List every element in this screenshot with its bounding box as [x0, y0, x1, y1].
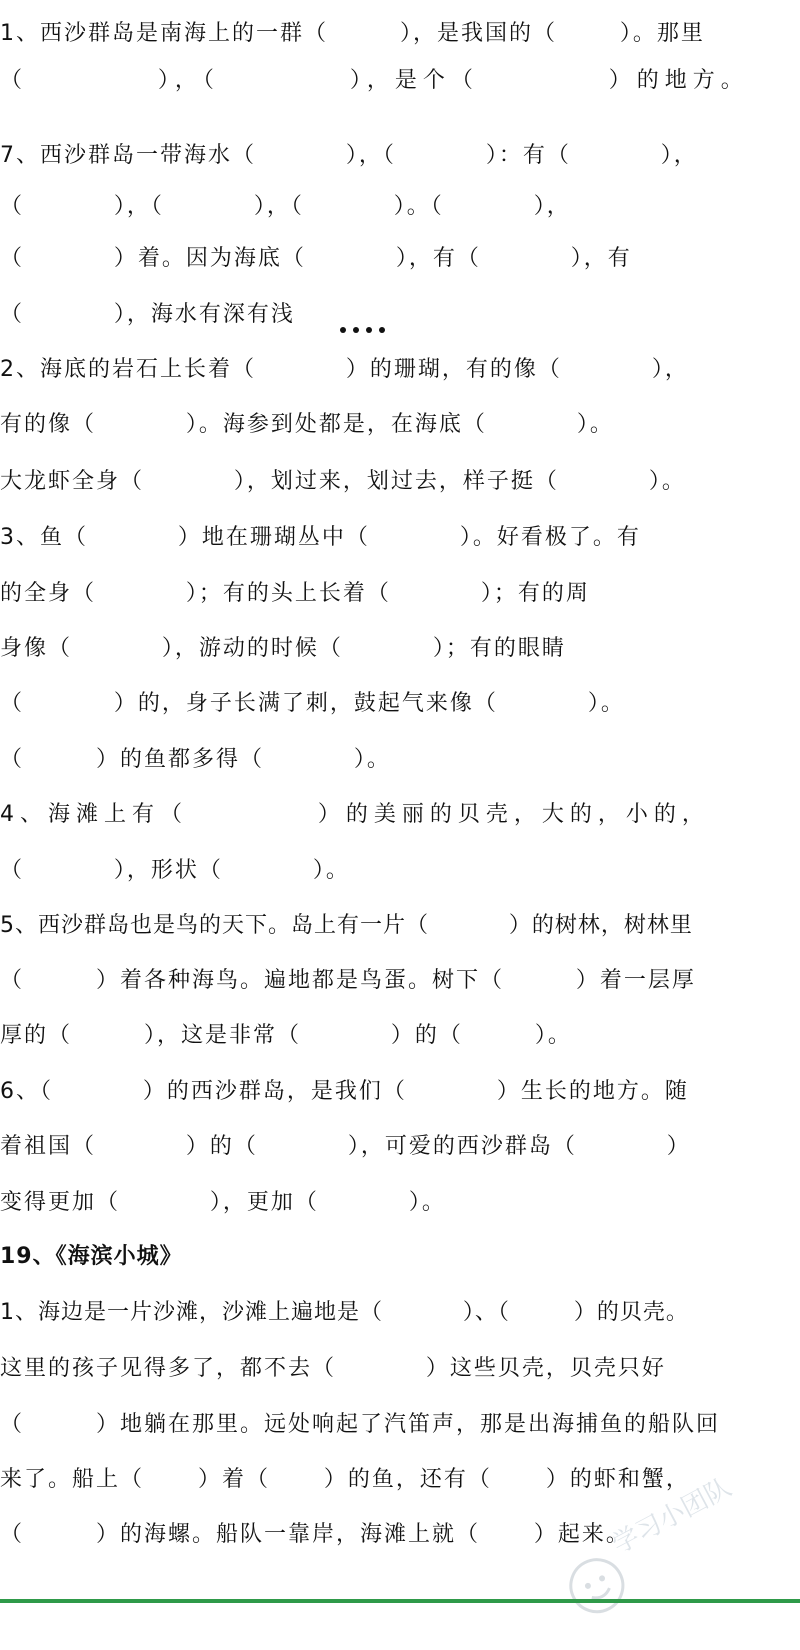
q1-line-2: （ ），（ ），是个（ ）的地方。 [0, 68, 749, 93]
q4-line-1: 4、海滩上有（ ）的美丽的贝壳，大的，小的， [0, 802, 710, 827]
q3-line-3: 身像（ ），游动的时候（ ）；有的眼睛 [0, 636, 566, 661]
q6-line-2: 着祖国（ ）的（ ），可爱的西沙群岛（ ） [0, 1134, 691, 1159]
q7-line-3: （ ）着。因为海底（ ），有（ ），有 [0, 246, 632, 271]
q2-line-3: 大龙虾全身（ ），划过来，划过去，样子挺（ ）。 [0, 469, 686, 494]
q3-line-4: （ ）的，身子长满了刺，鼓起气来像（ ）。 [0, 691, 625, 716]
q3-line-2: 的全身（ ）；有的头上长着（ ）；有的周 [0, 581, 590, 606]
q2-line-2: 有的像（ ）。海参到处都是，在海底（ ）。 [0, 412, 614, 437]
q5-line-2: （ ）着各种海鸟。遍地都是鸟蛋。树下（ ）着一层厚 [0, 968, 696, 993]
s19-q1-line-5: （ ）的海螺。船队一靠岸，海滩上就（ ）起来。 [0, 1522, 630, 1547]
s19-q1-line-3: （ ）地躺在那里。远处响起了汽笛声，那是出海捕鱼的船队回 [0, 1412, 720, 1437]
q2-line-1: 2、海底的岩石上长着（ ）的珊瑚，有的像（ ）， [0, 357, 689, 382]
q4-line-2: （ ），形状（ ）。 [0, 858, 350, 883]
s19-q1-line-4: 来了。船上（ ）着（ ）的鱼，还有（ ）的虾和蟹， [0, 1467, 690, 1492]
q3-line-5: （ ）的鱼都多得（ ）。 [0, 747, 391, 772]
q3-line-1: 3、鱼（ ）地在珊瑚丛中（ ）。好看极了。有 [0, 525, 641, 550]
q7-line-4: （ ），海水有深有浅 [0, 302, 295, 327]
q5-line-1: 5、西沙群岛也是鸟的天下。岛上有一片（ ）的树林，树林里 [0, 913, 693, 938]
q5-line-3: 厚的（ ），这是非常（ ）的（ ）。 [0, 1023, 572, 1048]
section-title: 19、《海滨小城》 [0, 1244, 183, 1269]
s19-q1-line-2: 这里的孩子见得多了，都不去（ ）这些贝壳，贝壳只好 [0, 1356, 666, 1381]
q6-line-3: 变得更加（ ），更加（ ）。 [0, 1190, 446, 1215]
bottom-rule [0, 1599, 800, 1603]
q7-line-2: （ ），（ ），（ ）。（ ）， [0, 194, 571, 219]
q7-line-1: 7、西沙群岛一带海水（ ），（ ）：有（ ）， [0, 143, 698, 168]
s19-q1-line-1: 1、海边是一片沙滩，沙滩上遍地是（ ）、（ ）的贝壳。 [0, 1300, 689, 1325]
q6-line-1: 6、（ ）的西沙群岛，是我们（ ）生长的地方。随 [0, 1079, 689, 1104]
ellipsis-dots [340, 318, 400, 330]
svg-text:学习小团队: 学习小团队 [607, 1472, 737, 1560]
q1-line-1: 1、西沙群岛是南海上的一群（ ），是我国的（ ）。那里 [0, 21, 705, 46]
